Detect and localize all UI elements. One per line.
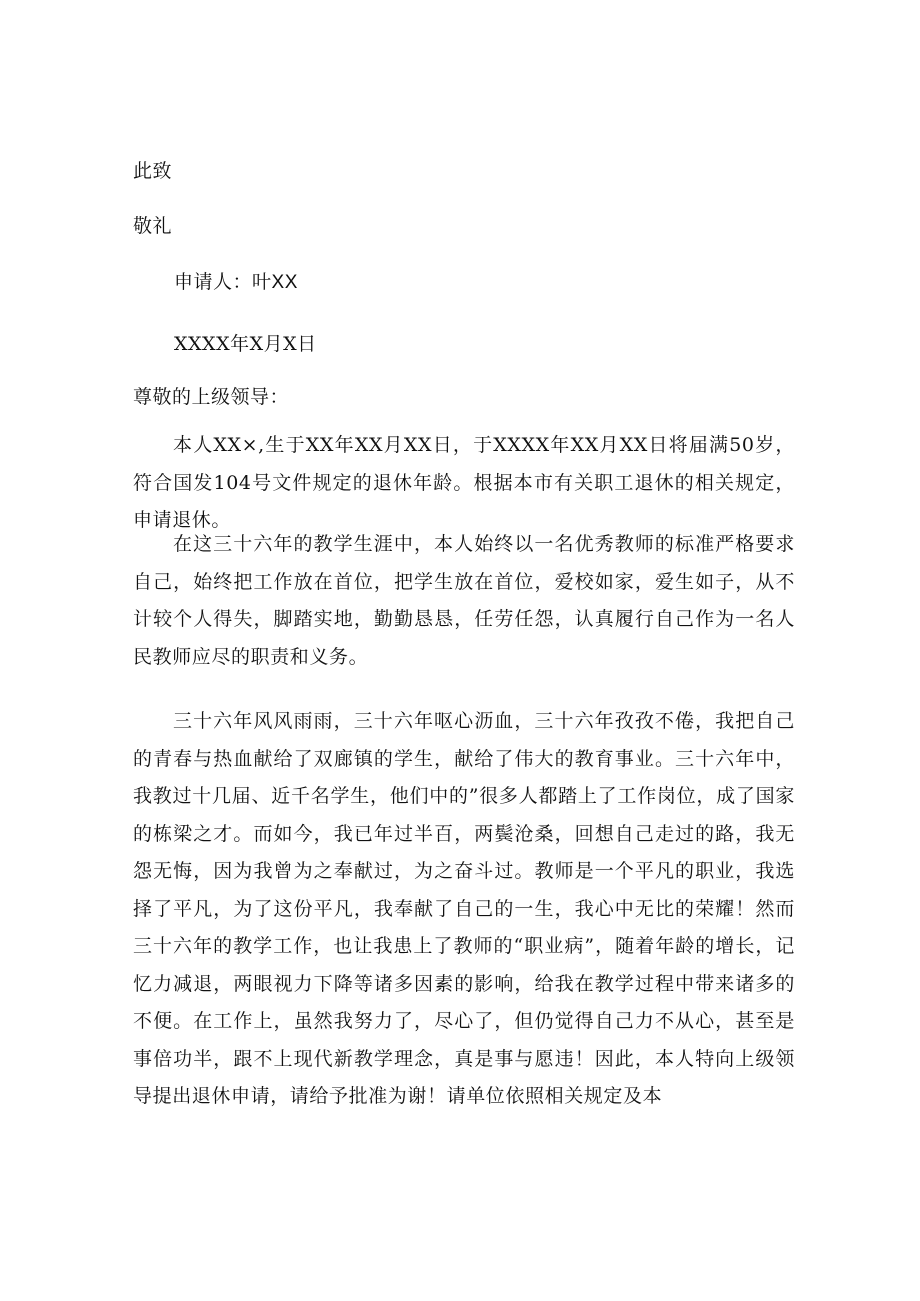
date-line: XXXX年X月X日	[174, 333, 317, 355]
applicant-line	[174, 268, 298, 297]
applicant-label: 申请人：	[174, 271, 253, 293]
salutation: 尊敬的上级领导：	[133, 386, 290, 408]
paragraph-3: 三十六年风风雨雨，三十六年呕心沥血，三十六年孜孜不倦，我把自己的青春与热血献给了双廊镇的学生，献给了伟大的教育事业。三十六年中，我教过十几届、近千名学生，他们中的”很多人都踏上了工作岗位，成了国家的栋梁之才。而如今，我已年过半百，两鬓沧桑，回想自己走过的路，我无怨无悔，因为我曾为之奉献过，为之奋斗过。教师是一个平凡的职业，我选择了平凡，为了这份平凡，我奉献了自己的一生，我心中无比的荣耀！然而三十六年的教学工作，也让我患上了教师的“职业病”，随着年龄的增长，记忆力减退，两眼视力下降等诸多因素的影响，给我在教学过程中带来诸多的不便。在工作上，虽然我努力了，尽心了，但仍觉得自己力不从心，甚至是事倍功半，跟不上现代新教学理念，真是事与愿违！因此，本人特向上级领导提出退休申请，请给予批准为谢！请单位依照相关规定及本	[133, 710, 795, 1107]
applicant-name: 叶XX	[252, 272, 298, 293]
paragraph-1: 本人XX×,生于XX年XX月XX日，于XXXX年XX月XX日将届满50岁，符合国发104号文件规定的退休年龄。根据本市有关职工退休的相关规定，申请退休。	[133, 434, 795, 531]
paragraph-2: 在这三十六年的教学生涯中，本人始终以一名优秀教师的标准严格要求自己，始终把工作放在首位，把学生放在首位，爱校如家，爱生如子，从不计较个人得失，脚踏实地，勤勤恳恳，任劳任怨，认真履行自己作为一名人民教师应尽的职责和义务。	[133, 533, 795, 668]
closing-line-1: 此致	[133, 160, 173, 182]
closing-line-2: 敬礼	[133, 215, 173, 237]
